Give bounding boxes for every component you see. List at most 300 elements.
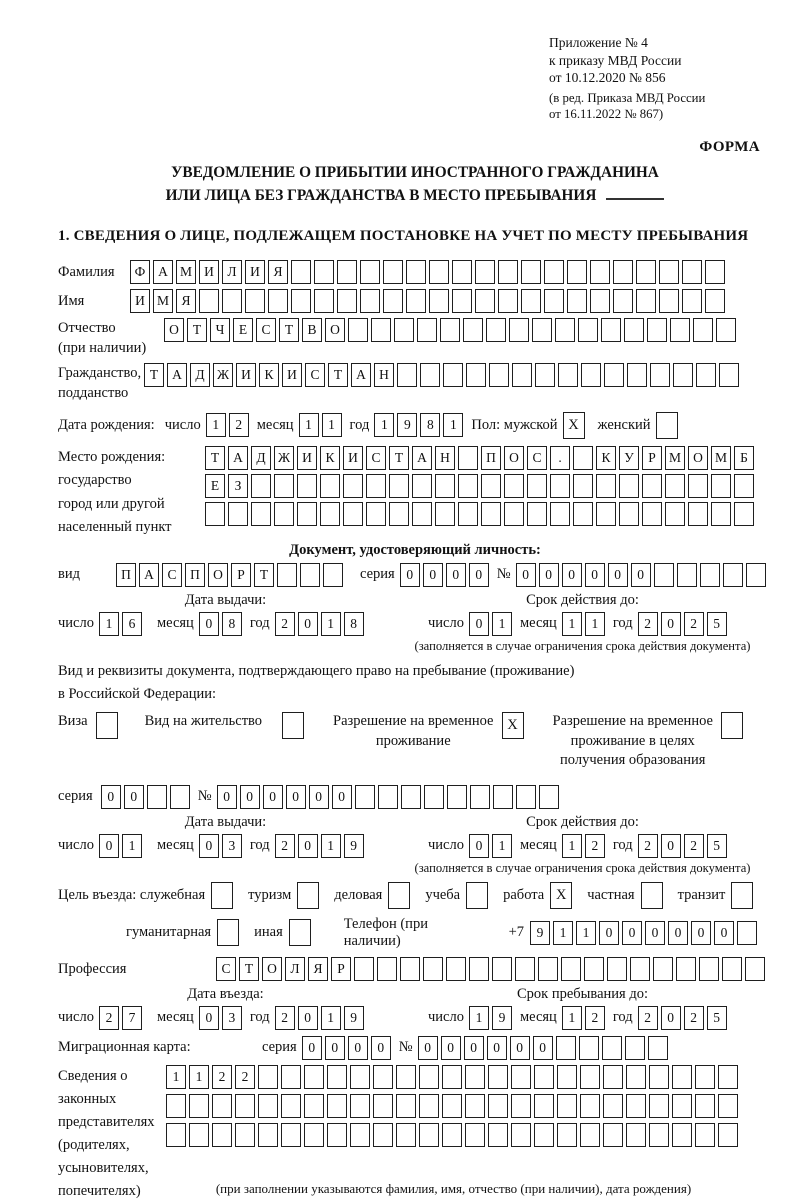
char-box-empty[interactable] [602, 1036, 622, 1060]
char-box-empty[interactable] [677, 563, 697, 587]
char-box-filled[interactable]: 8 [344, 612, 364, 636]
char-box-filled[interactable]: 0 [622, 921, 642, 945]
char-box-filled[interactable]: 2 [99, 1006, 119, 1030]
birth-day-input[interactable] [206, 413, 252, 437]
char-box-filled[interactable]: 0 [661, 612, 681, 636]
char-box-filled[interactable]: С [527, 446, 547, 470]
char-box-filled[interactable]: 9 [344, 1006, 364, 1030]
char-box-filled[interactable]: 0 [464, 1036, 484, 1060]
char-box-empty[interactable] [718, 1094, 738, 1118]
char-box-empty[interactable] [653, 957, 673, 981]
char-box-filled[interactable]: 2 [235, 1065, 255, 1089]
char-box-filled[interactable]: 2 [684, 612, 704, 636]
char-box-filled[interactable]: О [208, 563, 228, 587]
phone-input[interactable] [530, 921, 760, 945]
char-box-empty[interactable] [274, 502, 294, 526]
char-box-empty[interactable] [636, 260, 656, 284]
char-box-empty[interactable] [626, 1065, 646, 1089]
stay-year-input[interactable] [638, 1006, 730, 1030]
char-box-filled[interactable]: 3 [222, 834, 242, 858]
char-box-filled[interactable]: 2 [275, 612, 295, 636]
char-box-filled[interactable]: . [550, 446, 570, 470]
char-box-empty[interactable] [419, 1094, 439, 1118]
char-box-empty[interactable] [673, 363, 693, 387]
char-box-filled[interactable]: 1 [299, 413, 319, 437]
char-box-empty[interactable] [567, 260, 587, 284]
char-box-filled[interactable]: Ч [210, 318, 230, 342]
char-box-empty[interactable] [458, 446, 478, 470]
char-box-filled[interactable]: М [665, 446, 685, 470]
char-box-empty[interactable] [429, 289, 449, 313]
char-box-empty[interactable] [580, 1123, 600, 1147]
doc-valid-year-input[interactable] [638, 612, 730, 636]
char-box-empty[interactable] [550, 502, 570, 526]
char-box-empty[interactable] [590, 289, 610, 313]
char-box-empty[interactable] [511, 1065, 531, 1089]
char-box-empty[interactable] [147, 785, 167, 809]
char-box-empty[interactable] [642, 502, 662, 526]
char-box-empty[interactable] [573, 474, 593, 498]
char-box-filled[interactable]: 0 [217, 785, 237, 809]
char-box-empty[interactable] [443, 363, 463, 387]
char-box-filled[interactable]: С [162, 563, 182, 587]
char-box-empty[interactable] [466, 363, 486, 387]
char-box-empty[interactable] [731, 882, 753, 909]
char-box-filled[interactable]: 1 [469, 1006, 489, 1030]
char-box-empty[interactable] [258, 1123, 278, 1147]
char-box-empty[interactable] [493, 785, 513, 809]
char-box-filled[interactable]: О [262, 957, 282, 981]
char-box-empty[interactable] [419, 1123, 439, 1147]
char-box-empty[interactable] [630, 957, 650, 981]
char-box-empty[interactable] [354, 957, 374, 981]
doc-issue-year-input[interactable] [275, 612, 367, 636]
char-box-filled[interactable]: 1 [492, 834, 512, 858]
char-box-empty[interactable] [258, 1094, 278, 1118]
char-box-filled[interactable]: 0 [124, 785, 144, 809]
char-box-empty[interactable] [481, 502, 501, 526]
char-box-empty[interactable] [412, 474, 432, 498]
char-box-filled[interactable]: И [245, 260, 265, 284]
birth-place-input-row2[interactable] [205, 474, 757, 498]
char-box-empty[interactable] [745, 957, 765, 981]
char-box-filled[interactable]: Р [331, 957, 351, 981]
char-box-empty[interactable] [558, 363, 578, 387]
char-box-empty[interactable] [488, 1094, 508, 1118]
char-box-empty[interactable] [590, 260, 610, 284]
char-box-empty[interactable] [699, 957, 719, 981]
char-box-empty[interactable] [442, 1065, 462, 1089]
res-number-input[interactable] [217, 785, 562, 809]
char-box-filled[interactable]: Я [308, 957, 328, 981]
char-box-empty[interactable] [538, 957, 558, 981]
char-box-filled[interactable]: Т [144, 363, 164, 387]
char-box-empty[interactable] [573, 502, 593, 526]
char-box-empty[interactable] [557, 1094, 577, 1118]
char-box-filled[interactable]: 0 [599, 921, 619, 945]
char-box-empty[interactable] [718, 1065, 738, 1089]
char-box-empty[interactable] [688, 474, 708, 498]
char-box-empty[interactable] [719, 363, 739, 387]
char-box-empty[interactable] [360, 289, 380, 313]
char-box-filled[interactable]: 1 [562, 612, 582, 636]
char-box-filled[interactable]: Т [389, 446, 409, 470]
char-box-filled[interactable]: 0 [562, 563, 582, 587]
purpose-private-checkbox[interactable] [641, 882, 666, 909]
char-box-empty[interactable] [397, 363, 417, 387]
char-box-filled[interactable]: 1 [322, 413, 342, 437]
char-box-filled[interactable]: И [282, 363, 302, 387]
char-box-filled[interactable]: 2 [275, 1006, 295, 1030]
char-box-filled[interactable]: 1 [562, 1006, 582, 1030]
char-box-empty[interactable] [649, 1094, 669, 1118]
char-box-filled[interactable]: 0 [423, 563, 443, 587]
char-box-empty[interactable] [532, 318, 552, 342]
representatives-input-row1[interactable] [166, 1065, 741, 1089]
doc-number-input[interactable] [516, 563, 769, 587]
char-box-empty[interactable] [458, 474, 478, 498]
char-box-empty[interactable] [567, 289, 587, 313]
char-box-empty[interactable] [581, 363, 601, 387]
char-box-empty[interactable] [515, 957, 535, 981]
char-box-empty[interactable] [394, 318, 414, 342]
char-box-empty[interactable] [429, 260, 449, 284]
char-box-empty[interactable] [492, 957, 512, 981]
char-box-empty[interactable] [603, 1123, 623, 1147]
char-box-filled[interactable]: 1 [321, 1006, 341, 1030]
char-box-empty[interactable] [212, 1123, 232, 1147]
char-box-filled[interactable]: Н [374, 363, 394, 387]
char-box-empty[interactable] [452, 289, 472, 313]
char-box-filled[interactable]: 1 [443, 413, 463, 437]
char-box-empty[interactable] [297, 502, 317, 526]
char-box-filled[interactable]: Л [222, 260, 242, 284]
char-box-filled[interactable]: Л [285, 957, 305, 981]
char-box-filled[interactable]: П [185, 563, 205, 587]
char-box-filled[interactable]: 1 [321, 612, 341, 636]
char-box-empty[interactable] [613, 289, 633, 313]
char-box-filled[interactable]: 0 [446, 563, 466, 587]
stay-day-input[interactable] [469, 1006, 515, 1030]
char-box-empty[interactable] [498, 260, 518, 284]
char-box-empty[interactable] [304, 1065, 324, 1089]
char-box-filled[interactable]: А [351, 363, 371, 387]
sex-male-checkbox[interactable] [563, 412, 588, 439]
char-box-empty[interactable] [555, 318, 575, 342]
char-box-filled[interactable]: Д [251, 446, 271, 470]
char-box-empty[interactable] [626, 1123, 646, 1147]
char-box-empty[interactable] [401, 785, 421, 809]
char-box-empty[interactable] [625, 1036, 645, 1060]
doc-valid-day-input[interactable] [469, 612, 515, 636]
char-box-filled[interactable]: 0 [645, 921, 665, 945]
char-box-empty[interactable] [647, 318, 667, 342]
char-box-empty[interactable] [245, 289, 265, 313]
char-box-empty[interactable] [509, 318, 529, 342]
birth-place-input-row1[interactable] [205, 446, 757, 470]
char-box-filled[interactable]: 2 [275, 834, 295, 858]
char-box-filled[interactable]: 0 [469, 834, 489, 858]
char-box-filled[interactable]: 1 [189, 1065, 209, 1089]
char-box-empty[interactable] [734, 502, 754, 526]
char-box-filled[interactable]: О [325, 318, 345, 342]
char-box-filled[interactable]: 0 [661, 1006, 681, 1030]
char-box-empty[interactable] [700, 563, 720, 587]
char-box-filled[interactable]: 0 [302, 1036, 322, 1060]
char-box-empty[interactable] [406, 260, 426, 284]
char-box-empty[interactable] [355, 785, 375, 809]
char-box-empty[interactable] [350, 1065, 370, 1089]
char-box-filled[interactable]: И [199, 260, 219, 284]
char-box-filled[interactable]: И [343, 446, 363, 470]
char-box-empty[interactable] [695, 1065, 715, 1089]
char-box-empty[interactable] [672, 1065, 692, 1089]
char-box-empty[interactable] [458, 502, 478, 526]
char-box-filled[interactable]: В [302, 318, 322, 342]
char-box-empty[interactable] [211, 882, 233, 909]
char-box-empty[interactable] [557, 1123, 577, 1147]
birth-month-input[interactable] [299, 413, 345, 437]
char-box-empty[interactable] [281, 1065, 301, 1089]
char-box-empty[interactable] [320, 474, 340, 498]
char-box-filled[interactable]: 0 [691, 921, 711, 945]
char-box-empty[interactable] [419, 1065, 439, 1089]
char-box-empty[interactable] [297, 882, 319, 909]
char-box-filled[interactable]: Я [268, 260, 288, 284]
char-box-empty[interactable] [366, 502, 386, 526]
entry-month-input[interactable] [199, 1006, 245, 1030]
char-box-empty[interactable] [189, 1123, 209, 1147]
char-box-empty[interactable] [297, 474, 317, 498]
char-box-filled[interactable]: К [320, 446, 340, 470]
char-box-filled[interactable]: Д [190, 363, 210, 387]
char-box-filled[interactable]: 6 [122, 612, 142, 636]
char-box-empty[interactable] [291, 260, 311, 284]
char-box-empty[interactable] [281, 1094, 301, 1118]
char-box-empty[interactable] [274, 474, 294, 498]
mig-series-input[interactable] [302, 1036, 394, 1060]
char-box-empty[interactable] [406, 289, 426, 313]
char-box-empty[interactable] [373, 1065, 393, 1089]
char-box-filled[interactable]: А [153, 260, 173, 284]
char-box-empty[interactable] [613, 260, 633, 284]
char-box-empty[interactable] [722, 957, 742, 981]
birth-year-input[interactable] [374, 413, 466, 437]
char-box-empty[interactable] [268, 289, 288, 313]
char-box-empty[interactable] [626, 1094, 646, 1118]
surname-input[interactable] [130, 260, 728, 284]
char-box-filled[interactable]: 1 [576, 921, 596, 945]
char-box-filled[interactable]: 9 [492, 1006, 512, 1030]
char-box-filled[interactable]: 0 [298, 834, 318, 858]
sex-female-checkbox[interactable] [656, 412, 681, 439]
profession-input[interactable] [216, 957, 768, 981]
char-box-empty[interactable] [442, 1123, 462, 1147]
char-box-empty[interactable] [672, 1123, 692, 1147]
char-box-empty[interactable] [711, 502, 731, 526]
char-box-filled[interactable]: 0 [298, 612, 318, 636]
char-box-filled[interactable]: 1 [166, 1065, 186, 1089]
char-box-filled[interactable]: 0 [510, 1036, 530, 1060]
char-box-filled[interactable]: Т [187, 318, 207, 342]
char-box-empty[interactable] [475, 260, 495, 284]
entry-day-input[interactable] [99, 1006, 145, 1030]
char-box-filled[interactable]: П [116, 563, 136, 587]
char-box-empty[interactable] [373, 1123, 393, 1147]
char-box-filled[interactable]: 0 [101, 785, 121, 809]
char-box-empty[interactable] [607, 957, 627, 981]
char-box-empty[interactable] [511, 1094, 531, 1118]
char-box-filled[interactable]: К [596, 446, 616, 470]
char-box-filled[interactable]: Е [233, 318, 253, 342]
char-box-filled[interactable]: 2 [585, 834, 605, 858]
purpose-study-checkbox[interactable] [466, 882, 491, 909]
char-box-empty[interactable] [389, 474, 409, 498]
char-box-empty[interactable] [389, 502, 409, 526]
char-box-filled[interactable]: 0 [516, 563, 536, 587]
res-valid-day-input[interactable] [469, 834, 515, 858]
char-box-filled[interactable]: 2 [638, 612, 658, 636]
char-box-empty[interactable] [452, 260, 472, 284]
char-box-empty[interactable] [373, 1094, 393, 1118]
char-box-empty[interactable] [235, 1123, 255, 1147]
char-box-empty[interactable] [350, 1094, 370, 1118]
char-box-filled[interactable]: С [216, 957, 236, 981]
char-box-filled[interactable]: Т [205, 446, 225, 470]
char-box-empty[interactable] [511, 1123, 531, 1147]
char-box-filled[interactable]: 1 [374, 413, 394, 437]
char-box-filled[interactable]: 0 [199, 612, 219, 636]
char-box-filled[interactable]: 1 [321, 834, 341, 858]
char-box-filled[interactable]: Н [435, 446, 455, 470]
char-box-filled[interactable]: 0 [539, 563, 559, 587]
char-box-empty[interactable] [498, 289, 518, 313]
char-box-empty[interactable] [672, 1094, 692, 1118]
char-box-empty[interactable] [337, 260, 357, 284]
doc-kind-input[interactable] [116, 563, 346, 587]
char-box-filled[interactable]: 0 [240, 785, 260, 809]
char-box-empty[interactable] [343, 502, 363, 526]
representatives-input-row3[interactable] [166, 1123, 741, 1147]
char-box-filled[interactable]: К [259, 363, 279, 387]
char-box-empty[interactable] [534, 1065, 554, 1089]
visa-checkbox[interactable] [96, 712, 121, 739]
char-box-filled[interactable]: 2 [684, 1006, 704, 1030]
char-box-filled[interactable]: 0 [661, 834, 681, 858]
purpose-humanitarian-checkbox[interactable] [217, 919, 242, 946]
char-box-empty[interactable] [378, 785, 398, 809]
char-box-filled[interactable]: 0 [533, 1036, 553, 1060]
char-box-empty[interactable] [300, 563, 320, 587]
char-box-empty[interactable] [619, 502, 639, 526]
char-box-empty[interactable] [705, 289, 725, 313]
char-box-empty[interactable] [396, 1094, 416, 1118]
char-box-empty[interactable] [469, 957, 489, 981]
char-box-empty[interactable] [688, 502, 708, 526]
char-box-filled[interactable]: 8 [420, 413, 440, 437]
char-box-filled[interactable]: Р [231, 563, 251, 587]
char-box-empty[interactable] [659, 260, 679, 284]
char-box-empty[interactable] [360, 260, 380, 284]
char-box-filled[interactable]: 0 [469, 612, 489, 636]
char-box-empty[interactable] [323, 563, 343, 587]
doc-issue-month-input[interactable] [199, 612, 245, 636]
char-box-empty[interactable] [604, 363, 624, 387]
char-box-empty[interactable] [573, 446, 593, 470]
char-box-empty[interactable] [696, 363, 716, 387]
char-box-empty[interactable] [327, 1123, 347, 1147]
char-box-empty[interactable] [251, 502, 271, 526]
char-box-empty[interactable] [648, 1036, 668, 1060]
char-box-empty[interactable] [516, 785, 536, 809]
char-box-filled[interactable]: 0 [668, 921, 688, 945]
char-box-empty[interactable] [527, 502, 547, 526]
char-box-empty[interactable] [579, 1036, 599, 1060]
char-box-empty[interactable] [550, 474, 570, 498]
char-box-filled[interactable]: 0 [348, 1036, 368, 1060]
char-box-empty[interactable] [314, 289, 334, 313]
char-box-filled[interactable]: 9 [397, 413, 417, 437]
char-box-empty[interactable] [327, 1094, 347, 1118]
char-box-filled[interactable]: О [688, 446, 708, 470]
char-box-empty[interactable] [400, 957, 420, 981]
char-box-filled[interactable]: 7 [122, 1006, 142, 1030]
res-valid-month-input[interactable] [562, 834, 608, 858]
char-box-empty[interactable] [348, 318, 368, 342]
char-box-empty[interactable] [383, 260, 403, 284]
char-box-empty[interactable] [718, 1123, 738, 1147]
char-box-empty[interactable] [737, 921, 757, 945]
char-box-empty[interactable] [682, 260, 702, 284]
char-box-empty[interactable] [343, 474, 363, 498]
char-box-empty[interactable] [447, 785, 467, 809]
char-box-empty[interactable] [235, 1094, 255, 1118]
purpose-official-checkbox[interactable] [211, 882, 236, 909]
char-box-filled[interactable]: Ж [213, 363, 233, 387]
char-box-empty[interactable] [535, 363, 555, 387]
char-box-empty[interactable] [705, 260, 725, 284]
char-box-empty[interactable] [423, 957, 443, 981]
char-box-empty[interactable] [475, 289, 495, 313]
char-box-filled[interactable]: 2 [229, 413, 249, 437]
char-box-empty[interactable] [556, 1036, 576, 1060]
char-box-empty[interactable] [539, 785, 559, 809]
char-box-empty[interactable] [327, 1065, 347, 1089]
char-box-filled[interactable]: Т [328, 363, 348, 387]
char-box-filled[interactable]: И [297, 446, 317, 470]
char-box-filled[interactable]: М [176, 260, 196, 284]
char-box-empty[interactable] [636, 289, 656, 313]
char-box-empty[interactable] [695, 1094, 715, 1118]
char-box-filled[interactable]: 1 [562, 834, 582, 858]
char-box-empty[interactable] [534, 1094, 554, 1118]
char-box-empty[interactable] [544, 260, 564, 284]
char-box-filled[interactable]: 0 [199, 1006, 219, 1030]
res-issue-year-input[interactable] [275, 834, 367, 858]
char-box-empty[interactable] [371, 318, 391, 342]
char-box-empty[interactable] [641, 882, 663, 909]
char-box-empty[interactable] [693, 318, 713, 342]
res-issue-month-input[interactable] [199, 834, 245, 858]
char-box-filled[interactable]: У [619, 446, 639, 470]
char-box-empty[interactable] [465, 1065, 485, 1089]
char-box-empty[interactable] [627, 363, 647, 387]
char-box-empty[interactable] [654, 563, 674, 587]
char-box-empty[interactable] [578, 318, 598, 342]
char-box-empty[interactable] [624, 318, 644, 342]
char-box-filled[interactable]: Е [205, 474, 225, 498]
char-box-empty[interactable] [650, 363, 670, 387]
